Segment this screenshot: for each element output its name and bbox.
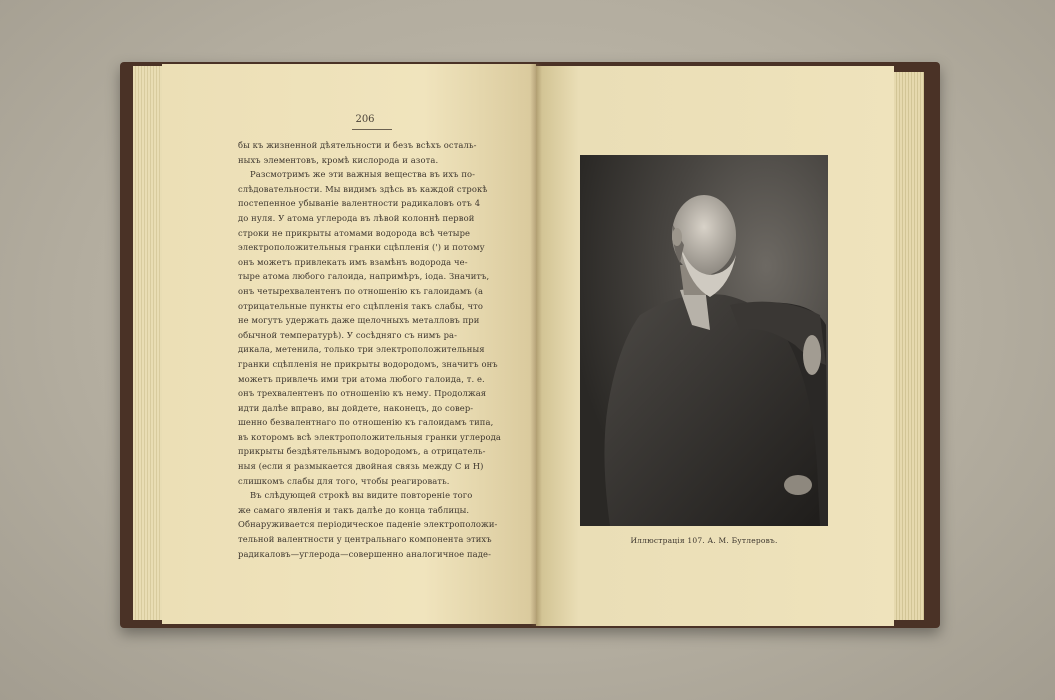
text-line: отрицательные пункты его сцѣпленія такъ слабы, что bbox=[238, 300, 483, 311]
photo-caption: Иллюстрація 107. А. М. Бутлеровъ. bbox=[630, 536, 778, 545]
text-line: онъ можетъ привлекать имъ взамѣнъ водорода че- bbox=[238, 256, 468, 267]
portrait-photo bbox=[580, 155, 828, 526]
text-line: дикала, метенила, только три электроположительныя bbox=[238, 344, 485, 355]
text-line: постепенное убываніе валентности радикаловъ отъ 4 bbox=[238, 198, 481, 209]
portrait-image bbox=[580, 155, 828, 526]
text-line: тельной валентности у центральнаго компонента этихъ bbox=[238, 534, 492, 545]
text-line: обычной температурѣ). У сосѣдняго съ нимъ ра- bbox=[238, 329, 458, 340]
text-line: слѣдовательности. Мы видимъ здѣсь въ каждой строкѣ bbox=[238, 183, 488, 194]
page-number: 206 bbox=[355, 114, 375, 125]
text-line: не могутъ удержать даже щелочныхъ металловъ при bbox=[238, 315, 480, 326]
text-line: до нуля. У атома углерода въ лѣвой колоннѣ первой bbox=[238, 212, 475, 223]
text-line: бы къ жизненной дѣятельности и безъ всѣхъ осталь- bbox=[238, 140, 477, 150]
text-line: шенно безвалентнаго по отношенію къ галоидамъ типа, bbox=[238, 417, 494, 428]
text-line: въ которомъ всѣ электроположительныя гранки углерода bbox=[238, 431, 502, 442]
text-line: электроположительныя гранки сцѣпленія (') и потому bbox=[238, 242, 485, 253]
text-line: радикаловъ—углерода—совершенно аналогичное паде- bbox=[238, 548, 491, 559]
text-line: можетъ привлечь ими три атома любого галоида, т. е. bbox=[238, 373, 485, 384]
page-number-rule bbox=[352, 129, 392, 130]
text-line: ныя (если я размыкается двойная связь между C и H) bbox=[238, 461, 484, 472]
text-line: тыре атома любого галоида, напримѣръ, іода. Значитъ, bbox=[238, 271, 490, 282]
text-line: Разсмотримъ же эти важныя вещества въ ихъ по- bbox=[250, 169, 476, 180]
text-line: прикрыты бездѣятельнымъ водородомъ, а отрицатель- bbox=[238, 446, 486, 457]
text-line: Обнаруживается періодическое паденіе электроположи- bbox=[238, 519, 498, 530]
text-line: Въ слѣдующей строкѣ вы видите повтореніе того bbox=[250, 490, 473, 501]
text-line: онъ трехвалентенъ по отношенію къ нему. Продолжая bbox=[238, 388, 487, 399]
text-line: слишкомъ слабы для того, чтобы реагировать. bbox=[238, 475, 450, 486]
book-gutter bbox=[530, 64, 542, 626]
text-line: гранки сцѣпленія не прикрыты водородомъ, значитъ онъ bbox=[238, 358, 498, 369]
body-text bbox=[238, 138, 502, 561]
text-line: ныхъ элементовъ, кромѣ кислорода и азота. bbox=[238, 154, 439, 165]
text-line: онъ четырехвалентенъ по отношенію къ галоидамъ (а bbox=[238, 285, 484, 296]
text-line: строки не прикрыты атомами водорода всѣ четыре bbox=[238, 227, 471, 238]
text-line: идти далѣе вправо, вы дойдете, наконецъ, до совер- bbox=[238, 402, 474, 413]
text-line: же самаго явленія и такъ далѣе до конца таблицы. bbox=[238, 504, 470, 515]
